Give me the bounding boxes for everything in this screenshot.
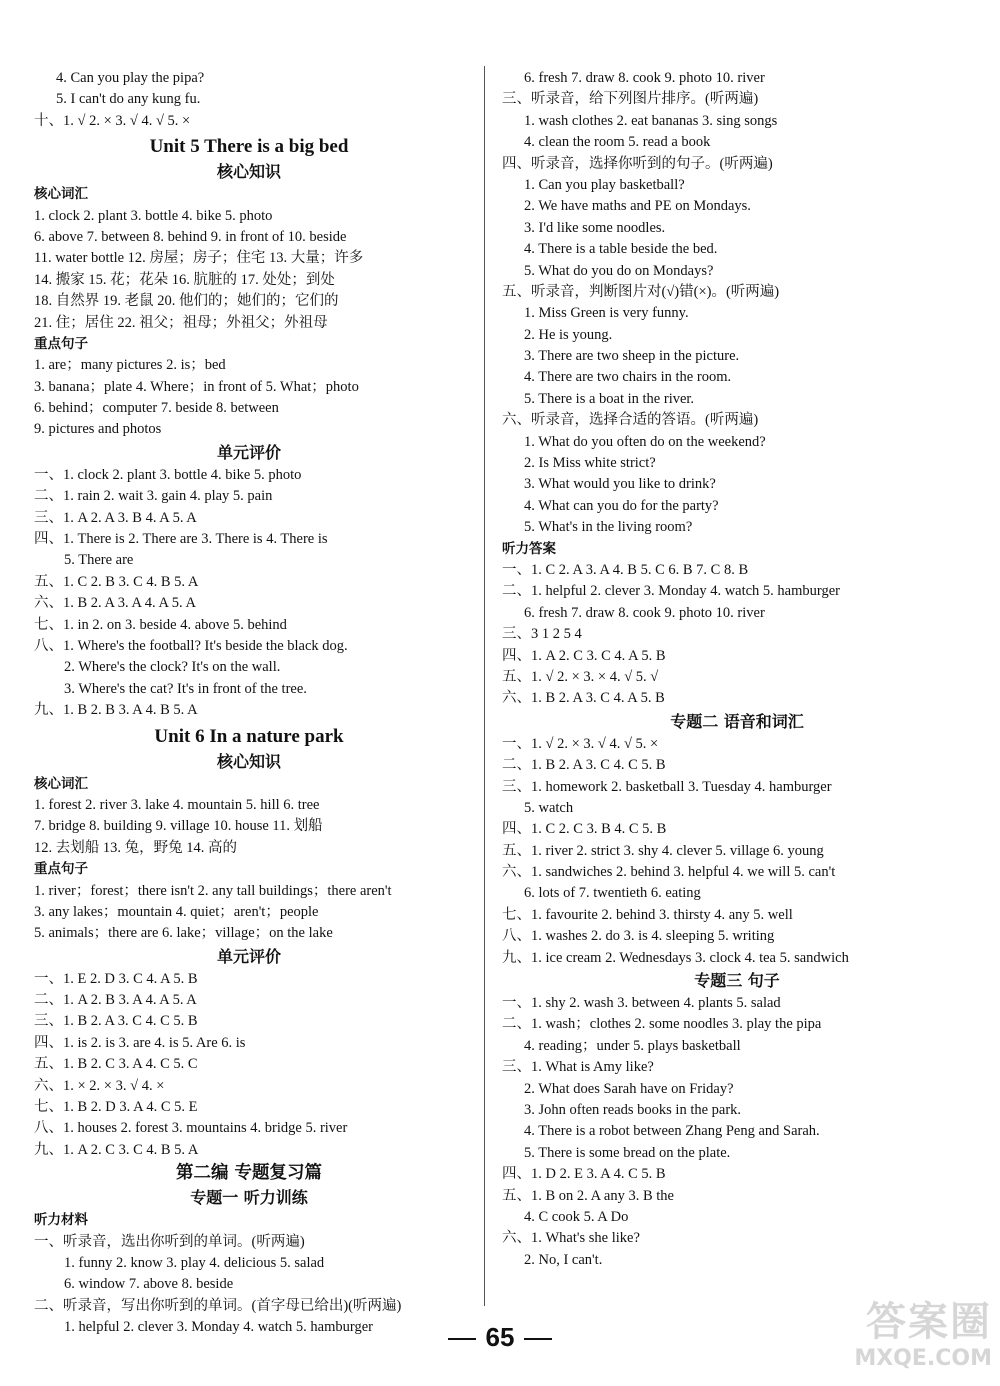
answer-line: 六、听录音，选择合适的答语。(听两遍) <box>502 412 759 429</box>
section-heading: 核心知识 <box>216 162 281 182</box>
answer-line: 1. clock 2. plant 3. bottle 4. bike 5. photo <box>34 207 273 224</box>
answer-line: 6. window 7. above 8. beside <box>64 1276 234 1293</box>
answer-line: 4. There are two chairs in the room. <box>524 369 732 386</box>
answer-line: 14. 搬家 15. 花；花朵 16. 肮脏的 17. 处处；到处 <box>34 271 335 288</box>
answer-line: 4. clean the room 5. read a book <box>524 134 711 151</box>
section-heading: 单元评价 <box>216 442 281 462</box>
answer-line: 21. 住；居住 22. 祖父；祖母；外祖父；外祖母 <box>34 314 328 331</box>
answer-line: 八、1. houses 2. forest 3. mountains 4. bridge 5. river <box>34 1120 348 1137</box>
answer-line: 二、1. rain 2. wait 3. gain 4. play 5. pain <box>34 488 273 505</box>
watermark-logo: 答案圈 <box>866 1299 992 1345</box>
answer-line: 1. What do you often do on the weekend? <box>524 433 766 450</box>
answer-line: 5. There is a boat in the river. <box>524 390 695 407</box>
answer-line: 三、1. What is Amy like? <box>502 1059 654 1076</box>
answer-line: 1. river；forest；there isn't 2. any tall buildings；there aren't <box>34 882 392 899</box>
answer-line: 6. lots of 7. twentieth 6. eating <box>524 885 701 902</box>
answer-line: 4. There is a robot between Zhang Peng and Sarah. <box>524 1123 820 1140</box>
answer-line: 3. What would you like to drink? <box>524 476 716 493</box>
answer-line: 6. behind；computer 7. beside 8. between <box>34 400 279 417</box>
answer-line: 六、1. × 2. × 3. √ 4. × <box>34 1077 165 1094</box>
answer-line: 四、1. There is 2. There are 3. There is 4. There is <box>34 531 328 548</box>
answer-line: 一、1. shy 2. wash 3. between 4. plants 5. salad <box>502 995 781 1012</box>
answer-line: 3. There are two sheep in the picture. <box>524 348 740 365</box>
answer-line: 四、1. A 2. C 3. C 4. A 5. B <box>502 647 666 664</box>
answer-line: 三、1. A 2. A 3. B 4. A 5. A <box>34 509 197 526</box>
page-number-dash-right <box>524 1338 552 1340</box>
answer-line: 四、1. C 2. C 3. B 4. C 5. B <box>502 821 667 838</box>
answer-line: 二、听录音，写出你听到的单词。(首字母已给出)(听两遍) <box>34 1297 402 1314</box>
answer-line: 二、1. B 2. A 3. C 4. C 5. B <box>502 757 666 774</box>
watermark-url: MXQE.COM <box>854 1346 992 1371</box>
column-divider <box>484 66 485 1306</box>
answer-line: 9. pictures and photos <box>34 421 162 438</box>
answer-line: 2. We have maths and PE on Mondays. <box>524 198 751 215</box>
page-number-dash-left <box>448 1338 476 1340</box>
answer-line: 一、1. clock 2. plant 3. bottle 4. bike 5. photo <box>34 466 302 483</box>
answer-line: 1. forest 2. river 3. lake 4. mountain 5. hill 6. tree <box>34 796 320 813</box>
answer-line: 三、1. homework 2. basketball 3. Tuesday 4. hamburger <box>502 778 832 795</box>
answer-line: 六、1. B 2. A 3. A 4. A 5. A <box>34 595 196 612</box>
answer-line: 3. banana；plate 4. Where；in front of 5. What；photo <box>34 378 359 395</box>
answer-line: 2. He is young. <box>524 326 613 343</box>
answer-line: 三、听录音，给下列图片排序。(听两遍) <box>502 91 759 108</box>
answer-line: 一、1. E 2. D 3. C 4. A 5. B <box>34 970 198 987</box>
answer-line: 1. Miss Green is very funny. <box>524 305 689 322</box>
answer-line: 4. There is a table beside the bed. <box>524 241 718 258</box>
answer-line: 八、1. Where's the football? It's beside the black dog. <box>34 637 348 654</box>
answer-line: 12. 去划船 13. 兔，野兔 14. 高的 <box>34 839 237 856</box>
watermark <box>812 1300 992 1380</box>
answer-line: 1. Can you play basketball? <box>524 176 685 193</box>
answer-line: 2. Where's the clock? It's on the wall. <box>64 659 281 676</box>
answer-line: 7. bridge 8. building 9. village 10. house 11. 划船 <box>34 818 323 835</box>
answer-line: 5. What do you do on Mondays? <box>524 262 714 279</box>
answer-line: 七、1. in 2. on 3. beside 4. above 5. behind <box>34 616 287 633</box>
answer-line: 18. 自然界 19. 老鼠 20. 他们的；她们的；它们的 <box>34 293 339 310</box>
answer-line: 九、1. A 2. C 3. C 4. B 5. A <box>34 1141 199 1158</box>
answer-line: 二、1. A 2. B 3. A 4. A 5. A <box>34 992 197 1009</box>
answer-line: 六、1. What's she like? <box>502 1230 640 1247</box>
answer-line: 四、1. is 2. is 3. are 4. is 5. Are 6. is <box>34 1034 246 1051</box>
left-column <box>34 68 464 1339</box>
answer-line: 5. There are <box>64 552 134 569</box>
section-heading: 单元评价 <box>216 946 281 966</box>
answer-line: 1. wash clothes 2. eat bananas 3. sing songs <box>524 112 778 129</box>
answer-line: 一、听录音，选出你听到的单词。(听两遍) <box>34 1233 305 1250</box>
unit-heading: Unit 5 There is a big bed <box>149 136 349 158</box>
answer-line: 4. C cook 5. A Do <box>524 1208 629 1225</box>
section-heading: 专题二 语音和词汇 <box>670 711 804 731</box>
answer-line: 3. I'd like some noodles. <box>524 219 666 236</box>
answer-line: 2. No, I can't. <box>524 1251 603 1268</box>
answer-line: 三、3 1 2 5 4 <box>502 626 582 643</box>
answer-line: 3. John often reads books in the park. <box>524 1101 742 1118</box>
answer-line: 五、1. B 2. C 3. A 4. C 5. C <box>34 1056 198 1073</box>
answer-line: 六、1. B 2. A 3. C 4. A 5. B <box>502 690 665 707</box>
answer-line: 5. animals；there are 6. lake；village；on the lake <box>34 925 333 942</box>
answer-line: 四、听录音，选择你听到的句子。(听两遍) <box>502 155 773 172</box>
page-number <box>420 1322 580 1353</box>
unit-heading: Unit 6 In a nature park <box>154 725 344 747</box>
answer-line: 6. above 7. between 8. behind 9. in front of 10. beside <box>34 228 347 245</box>
answer-line: 七、1. favourite 2. behind 3. thirsty 4. any 5. well <box>502 906 793 923</box>
answer-line: 九、1. ice cream 2. Wednesdays 3. clock 4. tea 5. sandwich <box>502 949 849 966</box>
answer-line: 6. fresh 7. draw 8. cook 9. photo 10. river <box>524 70 765 86</box>
answer-line: 四、1. D 2. E 3. A 4. C 5. B <box>502 1166 666 1183</box>
answer-line: 六、1. sandwiches 2. behind 3. helpful 4. we will 5. can't <box>502 864 836 881</box>
answer-line: 2. Is Miss white strict? <box>524 455 656 472</box>
part-heading: 第二编 专题复习篇 <box>175 1163 323 1184</box>
answer-line: 1. helpful 2. clever 3. Monday 4. watch 5. hamburger <box>64 1319 373 1336</box>
subsection-label: 听力答案 <box>502 540 556 557</box>
answer-line: 5. There is some bread on the plate. <box>524 1144 731 1161</box>
subsection-label: 听力材料 <box>34 1212 88 1229</box>
answer-line: 4. reading；under 5. plays basketball <box>524 1037 741 1054</box>
answer-line: 3. Where's the cat? It's in front of the tree. <box>64 680 307 697</box>
answer-line: 二、1. wash；clothes 2. some noodles 3. play the pipa <box>502 1016 822 1033</box>
answer-line: 1. are；many pictures 2. is；bed <box>34 357 226 374</box>
answer-line: 五、1. river 2. strict 3. shy 4. clever 5. village 6. young <box>502 842 824 859</box>
answer-line: 2. What does Sarah have on Friday? <box>524 1080 734 1097</box>
answer-line: 6. fresh 7. draw 8. cook 9. photo 10. river <box>524 604 765 621</box>
answer-line: 七、1. B 2. D 3. A 4. C 5. E <box>34 1099 198 1116</box>
section-heading: 核心知识 <box>216 751 281 771</box>
subsection-label: 重点句子 <box>34 335 88 352</box>
subsection-label: 核心词汇 <box>34 186 88 203</box>
answer-line: 1. funny 2. know 3. play 4. delicious 5. salad <box>64 1254 325 1271</box>
answer-line: 5. watch <box>524 799 574 816</box>
answer-line: 五、1. B on 2. A any 3. B the <box>502 1187 674 1204</box>
answer-line: 八、1. washes 2. do 3. is 4. sleeping 5. writing <box>502 928 775 945</box>
answer-line: 九、1. B 2. B 3. A 4. B 5. A <box>34 702 198 719</box>
answer-line: 5. I can't do any kung fu. <box>56 91 201 108</box>
answer-line: 三、1. B 2. A 3. C 4. C 5. B <box>34 1013 198 1030</box>
answer-line: 4. What can you do for the party? <box>524 497 719 514</box>
answer-line: 十、1. √ 2. × 3. √ 4. √ 5. × <box>34 112 191 129</box>
answer-line: 五、听录音，判断图片对(√)错(×)。(听两遍) <box>502 283 780 300</box>
subsection-label: 核心词汇 <box>34 775 88 792</box>
answer-line: 五、1. √ 2. × 3. × 4. √ 5. √ <box>502 668 659 685</box>
section-heading: 专题三 句子 <box>694 971 780 991</box>
answer-line: 11. water bottle 12. 房屋；房子；住宅 13. 大量；许多 <box>34 250 364 267</box>
answer-line: 一、1. C 2. A 3. A 4. B 5. C 6. B 7. C 8. B <box>502 561 749 578</box>
answer-line: 5. What's in the living room? <box>524 519 693 536</box>
right-column <box>502 68 972 1271</box>
answer-line: 五、1. C 2. B 3. C 4. B 5. A <box>34 573 199 590</box>
answer-line: 一、1. √ 2. × 3. √ 4. √ 5. × <box>502 735 659 752</box>
page-number-text: 65 <box>485 1322 515 1352</box>
answer-line: 4. Can you play the pipa? <box>56 70 205 86</box>
subsection-label: 重点句子 <box>34 861 88 878</box>
answer-line: 二、1. helpful 2. clever 3. Monday 4. watch 5. hamburger <box>502 583 840 600</box>
answer-line: 3. any lakes；mountain 4. quiet；aren't；people <box>34 903 319 920</box>
section-heading: 专题一 听力训练 <box>190 1188 308 1208</box>
